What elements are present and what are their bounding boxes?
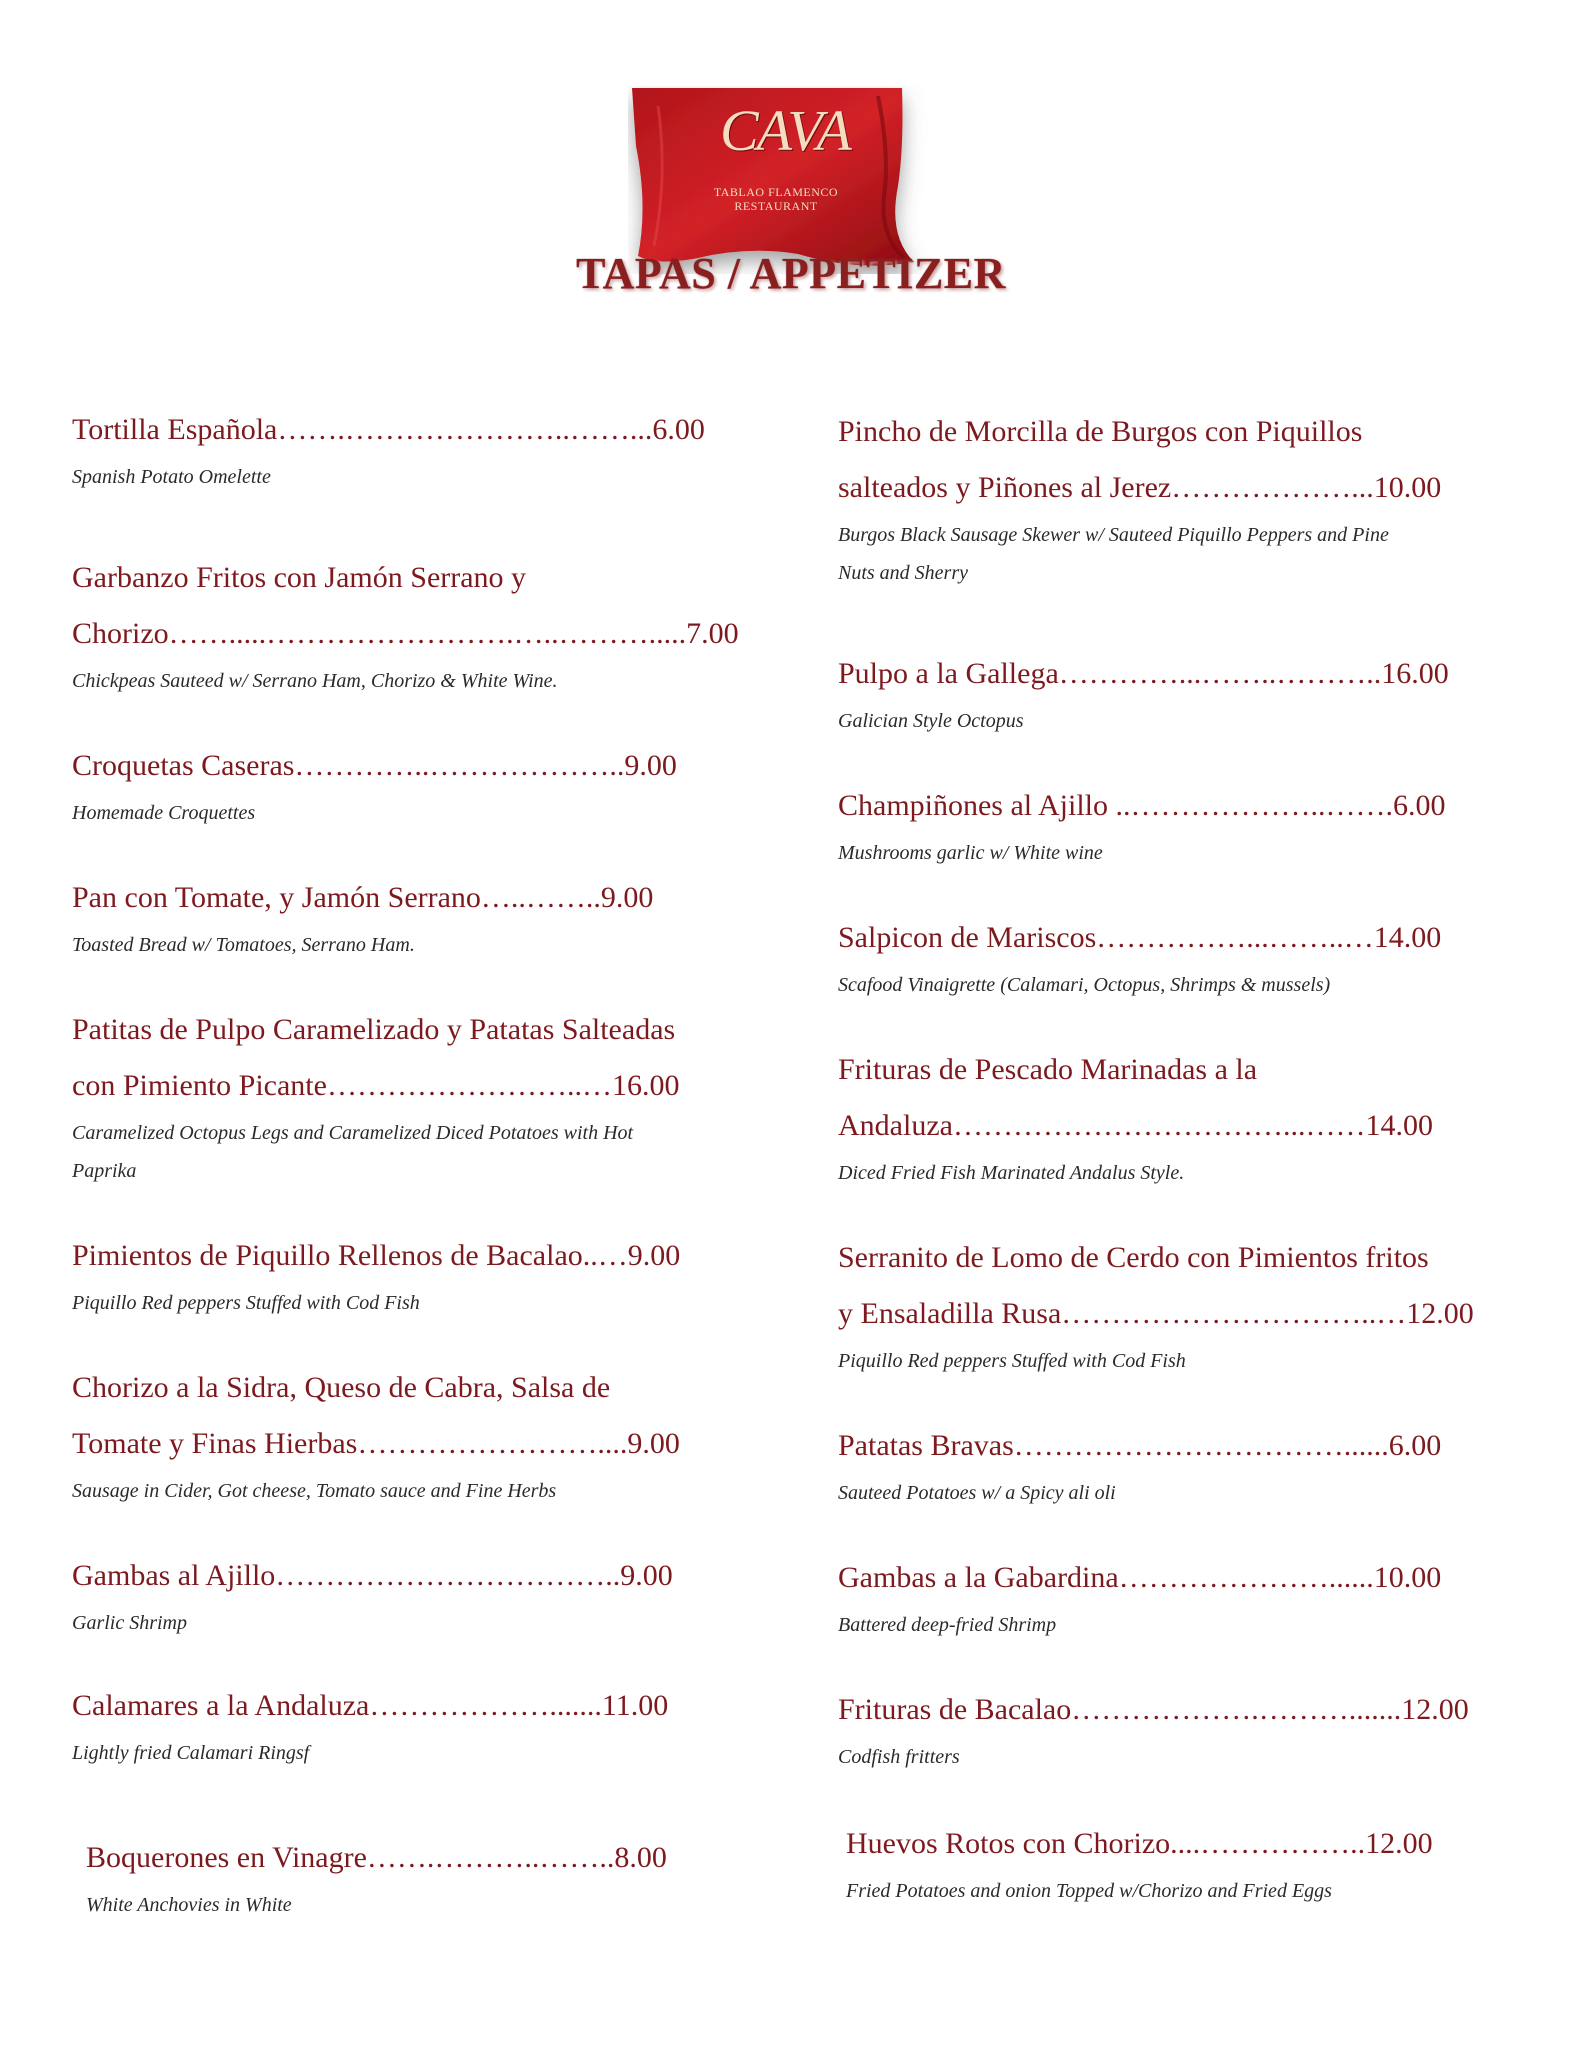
menu-item xyxy=(72,550,752,700)
item-description-line2: Paprika xyxy=(72,1160,137,1182)
logo-wordmark: CAVA xyxy=(720,98,850,163)
menu-item xyxy=(838,404,1518,592)
item-description: Chickpeas Sauteed w/ Serrano Ham, Chorizo & White Wine. xyxy=(72,670,558,692)
item-name: Garbanzo Fritos con Jamón Serrano y xyxy=(72,561,527,594)
item-description: Burgos Black Sausage Skewer w/ Sauteed Piquillo Peppers and Pine xyxy=(838,524,1389,546)
menu-item xyxy=(838,1230,1518,1380)
menu-item xyxy=(838,1550,1518,1644)
item-name-line2: Tomate y Finas Hierbas……………………....9.00 xyxy=(72,1427,680,1460)
item-name: Salpicon de Mariscos……………...……..…14.00 xyxy=(838,921,1442,954)
item-name: Pincho de Morcilla de Burgos con Piquillos xyxy=(838,415,1363,448)
menu-item xyxy=(838,1682,1518,1776)
item-name: Patitas de Pulpo Caramelizado y Patatas Salteadas xyxy=(72,1013,676,1046)
item-description: Battered deep-fried Shrimp xyxy=(838,1614,1057,1636)
item-description: Fried Potatoes and onion Topped w/Chorizo and Fried Eggs xyxy=(846,1880,1332,1902)
item-description: Sauteed Potatoes w/ a Spicy ali oli xyxy=(838,1482,1116,1504)
menu-item xyxy=(838,1042,1518,1192)
item-description: Piquillo Red peppers Stuffed with Cod Fish xyxy=(838,1350,1186,1372)
item-name: Gambas al Ajillo……………………………..9.00 xyxy=(72,1559,673,1592)
menu-item xyxy=(846,1816,1526,1910)
item-name: Huevos Rotos con Chorizo....……………..12.00 xyxy=(846,1827,1433,1860)
menu-item xyxy=(72,738,752,832)
item-name: Calamares a la Andaluza……………….......11.00 xyxy=(72,1689,669,1722)
item-name: Chorizo a la Sidra, Queso de Cabra, Salsa de xyxy=(72,1371,611,1404)
item-name-line2: Andaluza……………………………...……14.00 xyxy=(838,1109,1433,1142)
item-name: Pulpo a la Gallega…………...……..………..16.00 xyxy=(838,657,1449,690)
menu-item xyxy=(72,1228,752,1322)
logo-subtitle-line1: TABLAO FLAMENCO xyxy=(713,185,839,199)
item-description: White Anchovies in White xyxy=(86,1894,292,1916)
item-description: Galician Style Octopus xyxy=(838,710,1024,732)
item-description: Garlic Shrimp xyxy=(72,1612,187,1634)
item-name: Frituras de Bacalao……………….……….......12.00 xyxy=(838,1693,1469,1726)
menu-item xyxy=(86,1830,766,1924)
item-name: Tortilla Española…….…………………..……...6.00 xyxy=(72,413,705,446)
item-name-line2: salteados y Piñones al Jerez………………...10.00 xyxy=(838,471,1442,504)
menu-item xyxy=(838,1418,1518,1512)
menu-item xyxy=(838,910,1518,1004)
menu-item xyxy=(838,646,1518,740)
item-description-line2: Nuts and Sherry xyxy=(838,562,968,584)
menu-item xyxy=(72,1360,752,1510)
item-description: Sausage in Cider, Got cheese, Tomato sauce and Fine Herbs xyxy=(72,1480,557,1502)
item-description: Toasted Bread w/ Tomatoes, Serrano Ham. xyxy=(72,934,415,956)
item-name: Frituras de Pescado Marinadas a la xyxy=(838,1053,1258,1086)
item-name: Pimientos de Piquillo Rellenos de Bacalao..…9.00 xyxy=(72,1239,681,1272)
item-description: Spanish Potato Omelette xyxy=(72,466,271,488)
item-description: Caramelized Octopus Legs and Caramelized Diced Potatoes with Hot xyxy=(72,1122,634,1144)
item-description: Mushrooms garlic w/ White wine xyxy=(838,842,1103,864)
item-name: Champiñones al Ajillo ..………………..…….6.00 xyxy=(838,789,1446,822)
item-name: Croquetas Caseras…………..………………..9.00 xyxy=(72,749,677,782)
menu-item xyxy=(72,1678,752,1772)
item-name: Pan con Tomate, y Jamón Serrano…..……..9.00 xyxy=(72,881,654,914)
item-description: Homemade Croquettes xyxy=(72,802,256,824)
item-description: Lightly fried Calamari Ringsf xyxy=(72,1742,310,1764)
item-name-line2: y Ensaladilla Rusa…………………………..…12.00 xyxy=(838,1297,1474,1330)
restaurant-logo xyxy=(628,86,928,274)
item-name: Serranito de Lomo de Cerdo con Pimientos fritos xyxy=(838,1241,1429,1274)
item-description: Scafood Vinaigrette (Calamari, Octopus, Shrimps & mussels) xyxy=(838,974,1331,996)
item-description: Codfish fritters xyxy=(838,1746,960,1768)
item-description: Piquillo Red peppers Stuffed with Cod Fish xyxy=(72,1292,420,1314)
logo-subtitle-line2: RESTAURANT xyxy=(734,199,818,213)
page-title: TAPAS / APPETIZER xyxy=(576,249,1006,298)
menu-item xyxy=(72,1002,752,1190)
menu-item xyxy=(72,1548,752,1642)
menu-item xyxy=(838,778,1518,872)
item-description: Diced Fried Fish Marinated Andalus Style. xyxy=(838,1162,1185,1184)
menu-item xyxy=(72,402,752,496)
item-name: Patatas Bravas……………………………......6.00 xyxy=(838,1429,1442,1462)
menu-item xyxy=(72,870,752,964)
item-name: Gambas a la Gabardina…………………......10.00 xyxy=(838,1561,1442,1594)
item-name-line2: con Pimiento Picante……………………..…16.00 xyxy=(72,1069,680,1102)
item-name: Boquerones en Vinagre…….………..……..8.00 xyxy=(86,1841,667,1874)
item-name-line2: Chorizo…….....…………………….…..……….....7.00 xyxy=(72,617,739,650)
